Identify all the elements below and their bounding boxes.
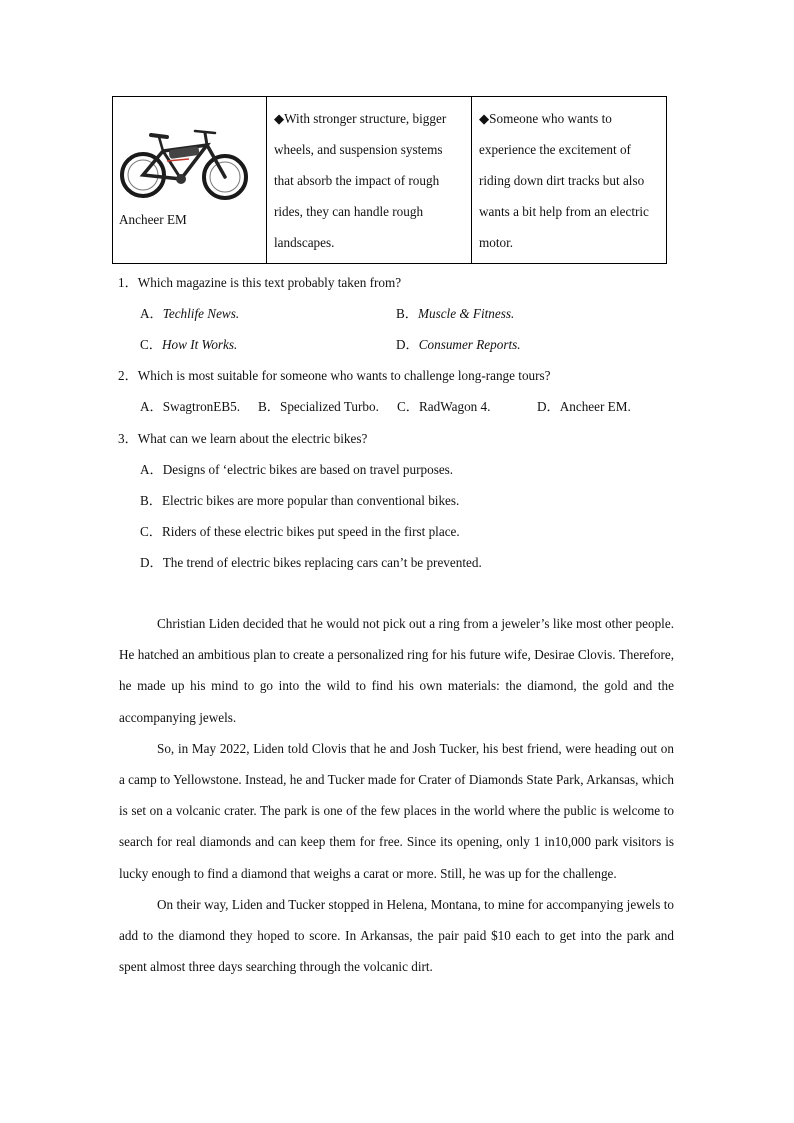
features-cell (267, 97, 472, 264)
q2-option-a[interactable]: A．SwagtronEB5. (140, 399, 241, 414)
q2-option-c[interactable]: C．RadWagon 4. (397, 399, 491, 414)
q1-option-c[interactable]: C．How It Works. (140, 337, 238, 352)
suitable-cell (472, 97, 667, 264)
q3-option-c[interactable]: C．Riders of these electric bikes put speed in the first place. (140, 524, 460, 539)
question-2: 2．Which is most suitable for someone who wants to challenge long-range tours? (118, 368, 551, 383)
bike-name: Ancheer EM (119, 212, 187, 227)
passage-paragraph-1: Christian Liden decided that he would not pick out a ring from a jeweler’s like most other people. He hatched an ambitious plan to create a personalized ring for his future wife, Desirae Clovis. Therefore, he made up his mind to go into the wild to find his own materials: the diamond, the gold and the accompanying jewels. (119, 616, 674, 725)
question-3: 3．What can we learn about the electric bikes? (118, 431, 368, 446)
q1-option-b[interactable]: B．Muscle & Fitness. (396, 306, 515, 321)
table-row (113, 97, 667, 264)
bike-table (112, 96, 667, 264)
suitable-text: ◆Someone who wants to experience the excitement of riding down dirt tracks but also wants a bit help from an electric motor. (479, 111, 649, 250)
q1-option-d[interactable]: D．Consumer Reports. (396, 337, 521, 352)
bike-cell (113, 97, 267, 264)
question-1: 1．Which magazine is this text probably taken from? (118, 275, 402, 290)
q2-option-d[interactable]: D．Ancheer EM. (537, 399, 631, 414)
electric-bike-image (119, 121, 251, 203)
q3-option-a[interactable]: A．Designs of ‘electric bikes are based on travel purposes. (140, 462, 454, 477)
q2-option-b[interactable]: B．Specialized Turbo. (258, 399, 379, 414)
q3-option-b[interactable]: B．Electric bikes are more popular than conventional bikes. (140, 493, 460, 508)
q3-option-d[interactable]: D．The trend of electric bikes replacing cars can’t be prevented. (140, 555, 482, 570)
passage-paragraph-3: On their way, Liden and Tucker stopped in Helena, Montana, to mine for accompanying jewels to add to the diamond they hoped to score. In Arkansas, the pair paid $10 each to get into the park and spent almost three days searching through the volcanic dirt. (119, 896, 674, 975)
passage-paragraph-2: So, in May 2022, Liden told Clovis that he and Josh Tucker, his best friend, were heading out on a camp to Yellowstone. Instead, he and Tucker made for Crater of Diamonds State Park, Arkansas, which is set on a volcanic crater. The park is one of the few places in the world where the public is welcome to search for real diamonds and can keep them for free. Since its opening, only 1 in10,000 park visitors is lucky enough to find a diamond that weighs a carat or more. Still, he was up for the challenge. (119, 740, 674, 881)
q1-option-a[interactable]: A．Techlife News. (140, 306, 240, 321)
reading-passage (119, 608, 674, 982)
features-text: ◆With stronger structure, bigger wheels, and suspension systems that absorb the impact of rough rides, they can handle rough landscapes. (274, 111, 447, 250)
